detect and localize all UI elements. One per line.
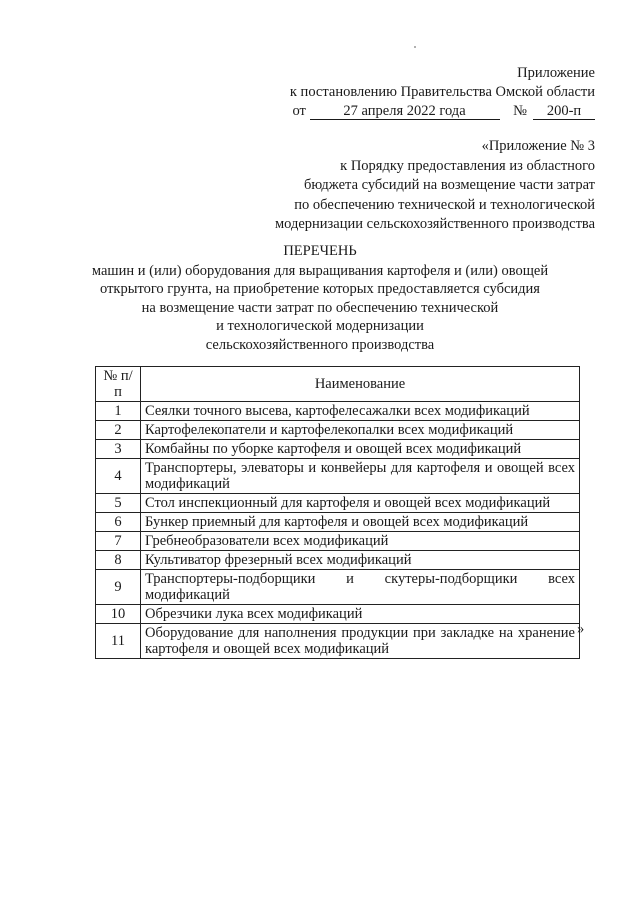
table-row <box>96 421 580 440</box>
table-row <box>96 513 580 532</box>
row-name: Картофелекопатели и картофелекопалки всех модификаций <box>141 421 580 440</box>
row-number: 6 <box>96 513 141 532</box>
row-number: 7 <box>96 532 141 551</box>
table-row <box>96 402 580 421</box>
table-row <box>96 494 580 513</box>
column-header-number: № п/п <box>96 367 141 402</box>
resolution-date: 27 апреля 2022 года <box>310 103 500 120</box>
appendix-ref-line-3: бюджета субсидий на возмещение части затрат <box>303 177 595 193</box>
heading-line-3: на возмещение части затрат по обеспечению технической <box>141 299 499 316</box>
heading-line-4: и технологической модернизации <box>216 318 424 334</box>
row-number: 8 <box>96 551 141 570</box>
row-number: 3 <box>96 440 141 459</box>
appendix-reference <box>275 137 595 235</box>
appendix-ref-line-2: к Порядку предоставления из областного <box>340 157 595 174</box>
heading-line-1: машин и (или) оборудования для выращивания картофеля и (или) овощей <box>91 262 549 279</box>
appendix-ref-line-1: «Приложение № 3 <box>481 138 595 154</box>
row-name: Комбайны по уборке картофеля и овощей всех модификаций <box>141 440 580 459</box>
row-number: 10 <box>96 605 141 624</box>
resolution-number: 200-п <box>533 103 595 120</box>
row-name: Бункер приемный для картофеля и овощей всех модификаций <box>141 513 580 532</box>
row-number: 4 <box>96 459 141 494</box>
appendix-title: Приложение <box>517 65 595 81</box>
row-number: 11 <box>96 624 141 659</box>
appendix-ref-line-4: по обеспечению технической и технологической <box>294 196 595 213</box>
row-name: Обрезчики лука всех модификаций <box>141 605 580 624</box>
row-number: 5 <box>96 494 141 513</box>
row-number: 2 <box>96 421 141 440</box>
row-name: Культиватор фрезерный всех модификаций <box>141 551 580 570</box>
number-sign: № <box>513 103 527 119</box>
row-name: Оборудование для наполнения продукции при закладке на хранение картофеля и овощей всех модификаций <box>141 624 580 659</box>
closing-quote: » <box>577 621 585 637</box>
row-number: 1 <box>96 402 141 421</box>
appendix-ref-line-5: модернизации сельскохозяйственного производства <box>274 216 595 232</box>
table-header-row <box>96 367 580 402</box>
table-row <box>96 570 580 605</box>
column-header-name: Наименование <box>141 367 580 402</box>
table-row <box>96 532 580 551</box>
row-number: 9 <box>96 570 141 605</box>
heading-line-5: сельскохозяйственного производства <box>205 336 435 353</box>
row-name: Транспортеры-подборщики и скутеры-подборщики всех модификаций <box>141 570 580 605</box>
appendix-header <box>290 64 595 121</box>
table-row <box>96 605 580 624</box>
list-heading <box>0 242 640 354</box>
row-name: Сеялки точного высева, картофелесажалки всех модификаций <box>141 402 580 421</box>
from-label: от <box>292 103 306 119</box>
appendix-resolution-ref: к постановлению Правительства Омской области <box>289 84 595 100</box>
row-name: Транспортеры, элеваторы и конвейеры для картофеля и овощей всех модификаций <box>141 459 580 494</box>
table-row <box>96 624 580 659</box>
list-title: ПЕРЕЧЕНЬ <box>283 243 357 259</box>
scan-mark <box>414 46 416 48</box>
appendix-date-line <box>290 102 595 121</box>
table-row <box>96 551 580 570</box>
table-row <box>96 459 580 494</box>
row-name: Стол инспекционный для картофеля и овощей всех модификаций <box>141 494 580 513</box>
table-row <box>96 440 580 459</box>
heading-line-2: открытого грунта, на приобретение которых предоставляется субсидия <box>100 281 540 297</box>
equipment-table <box>95 366 580 659</box>
row-name: Гребнеобразователи всех модификаций <box>141 532 580 551</box>
